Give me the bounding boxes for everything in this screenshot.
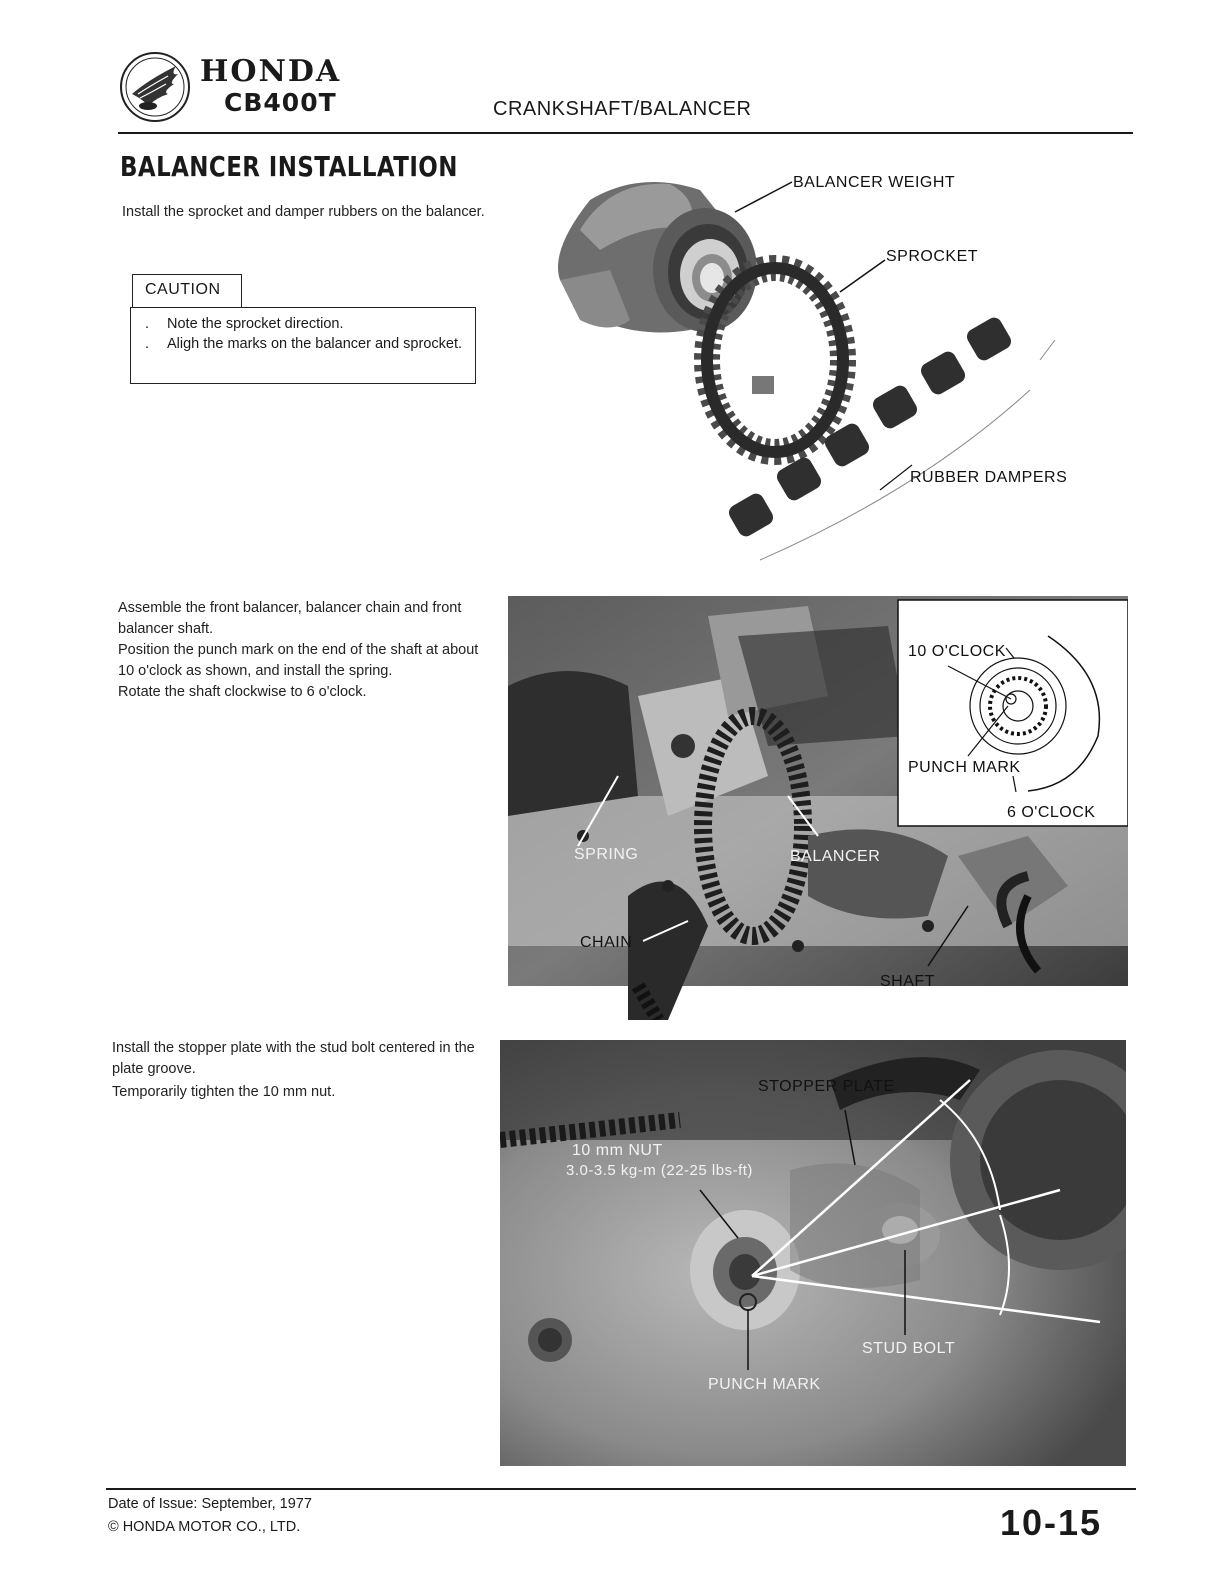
label-ten-oclock: 10 O'CLOCK: [908, 643, 1006, 660]
label-stud-bolt: STUD BOLT: [862, 1340, 956, 1357]
label-stopper-plate: STOPPER PLATE: [758, 1078, 895, 1095]
label-punch-mark-inset: PUNCH MARK: [908, 759, 1021, 776]
label-six-oclock: 6 O'CLOCK: [1007, 804, 1096, 821]
caution-item: . Note the sprocket direction.: [145, 316, 344, 332]
page-number: 10-15: [1000, 1502, 1103, 1543]
section-title: CRANKSHAFT/BALANCER: [493, 98, 752, 120]
stopper-plate-photo: [500, 1040, 1126, 1466]
copyright: © HONDA MOTOR CO., LTD.: [108, 1519, 301, 1535]
label-chain: CHAIN: [580, 934, 633, 951]
label-sprocket: SPROCKET: [886, 248, 979, 265]
caution-label: CAUTION: [132, 274, 242, 308]
label-10mm-nut: 10 mm NUT: [572, 1142, 663, 1159]
step3-line: Temporarily tighten the 10 mm nut.: [112, 1084, 336, 1100]
label-balancer-weight: BALANCER WEIGHT: [793, 174, 956, 191]
step2-line: Assemble the front balancer, balancer chain and front balancer shaft.: [118, 600, 462, 637]
caution-box: [130, 307, 476, 384]
honda-wing-logo-icon: [118, 50, 192, 124]
caution-item: . Aligh the marks on the balancer and sprocket.: [145, 336, 462, 352]
model-name: CB400T: [224, 88, 337, 117]
label-spring: SPRING: [574, 846, 639, 863]
step3-text: [112, 1038, 482, 1103]
label-shaft: SHAFT: [880, 973, 935, 990]
page-heading: BALANCER INSTALLATION: [120, 150, 458, 183]
step3-line: Install the stopper plate with the stud bolt centered in the plate groove.: [112, 1040, 475, 1077]
footer-rule: [106, 1488, 1136, 1490]
issue-date: Date of Issue: September, 1977: [108, 1496, 312, 1512]
label-rubber-dampers: RUBBER DAMPERS: [910, 469, 1068, 486]
label-punch-mark-photo: PUNCH MARK: [708, 1376, 821, 1393]
step1-text: Install the sprocket and damper rubbers on the balancer.: [122, 204, 485, 220]
balancer-parts-illustration: [540, 160, 1100, 580]
step2-text: [118, 598, 484, 703]
brand-name: HONDA: [200, 54, 342, 89]
header-rule: [118, 132, 1133, 134]
step2-line: Rotate the shaft clockwise to 6 o'clock.: [118, 684, 367, 700]
step2-line: Position the punch mark on the end of the shaft at about 10 o'clock as shown, and install the spring.: [118, 642, 479, 679]
label-balancer: BALANCER: [790, 848, 881, 865]
label-nut-torque: 3.0-3.5 kg-m (22-25 lbs-ft): [566, 1162, 753, 1179]
